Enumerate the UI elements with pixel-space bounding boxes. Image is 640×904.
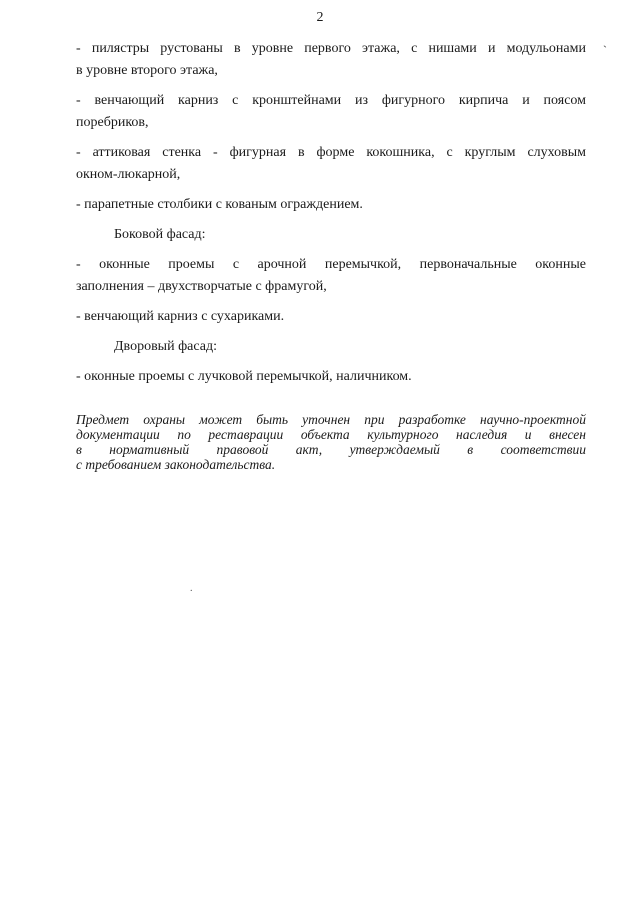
text-line: поребриков,: [76, 115, 149, 130]
protection-note: [76, 412, 586, 472]
section-heading-side-facade: Боковой фасад:: [114, 227, 206, 242]
text-line: в уровне второго этажа,: [76, 63, 218, 78]
note-line: Предмет охраны может быть уточнен при разработке научно-проектной: [76, 412, 586, 427]
note-line: с требованием законодательства.: [76, 457, 276, 472]
text-line: - пилястры рустованы в уровне первого этажа, с нишами и модульонами: [76, 41, 586, 56]
scan-dot: .: [190, 583, 193, 594]
text-line: - оконные проемы с лучковой перемычкой, наличником.: [76, 369, 412, 384]
text-line: заполнения – двухстворчатые с фрамугой,: [76, 279, 327, 294]
list-item: [76, 194, 586, 216]
scan-mark: `: [603, 43, 607, 57]
list-item: [76, 38, 586, 82]
list-item: [76, 366, 586, 388]
page-number: 2: [316, 10, 324, 25]
text-line: окном-люкарной,: [76, 167, 181, 182]
note-line: документации по реставрации объекта культурного наследия и внесен: [76, 427, 586, 442]
text-line: - аттиковая стенка - фигурная в форме кокошника, с круглым слуховым: [76, 145, 586, 160]
list-item: [76, 142, 586, 186]
list-item: [76, 306, 586, 328]
note-line: в нормативный правовой акт, утверждаемый в соответствии: [76, 442, 586, 457]
document-body: [76, 38, 586, 472]
section-heading-yard-facade: Дворовый фасад:: [114, 339, 217, 354]
list-item: [76, 254, 586, 298]
list-item: [76, 90, 586, 134]
text-line: - венчающий карниз с кронштейнами из фигурного кирпича и поясом: [76, 93, 586, 108]
text-line: - оконные проемы с арочной перемычкой, первоначальные оконные: [76, 257, 586, 272]
text-line: - венчающий карниз с сухариками.: [76, 309, 285, 324]
text-line: - парапетные столбики с кованым ограждением.: [76, 197, 363, 212]
